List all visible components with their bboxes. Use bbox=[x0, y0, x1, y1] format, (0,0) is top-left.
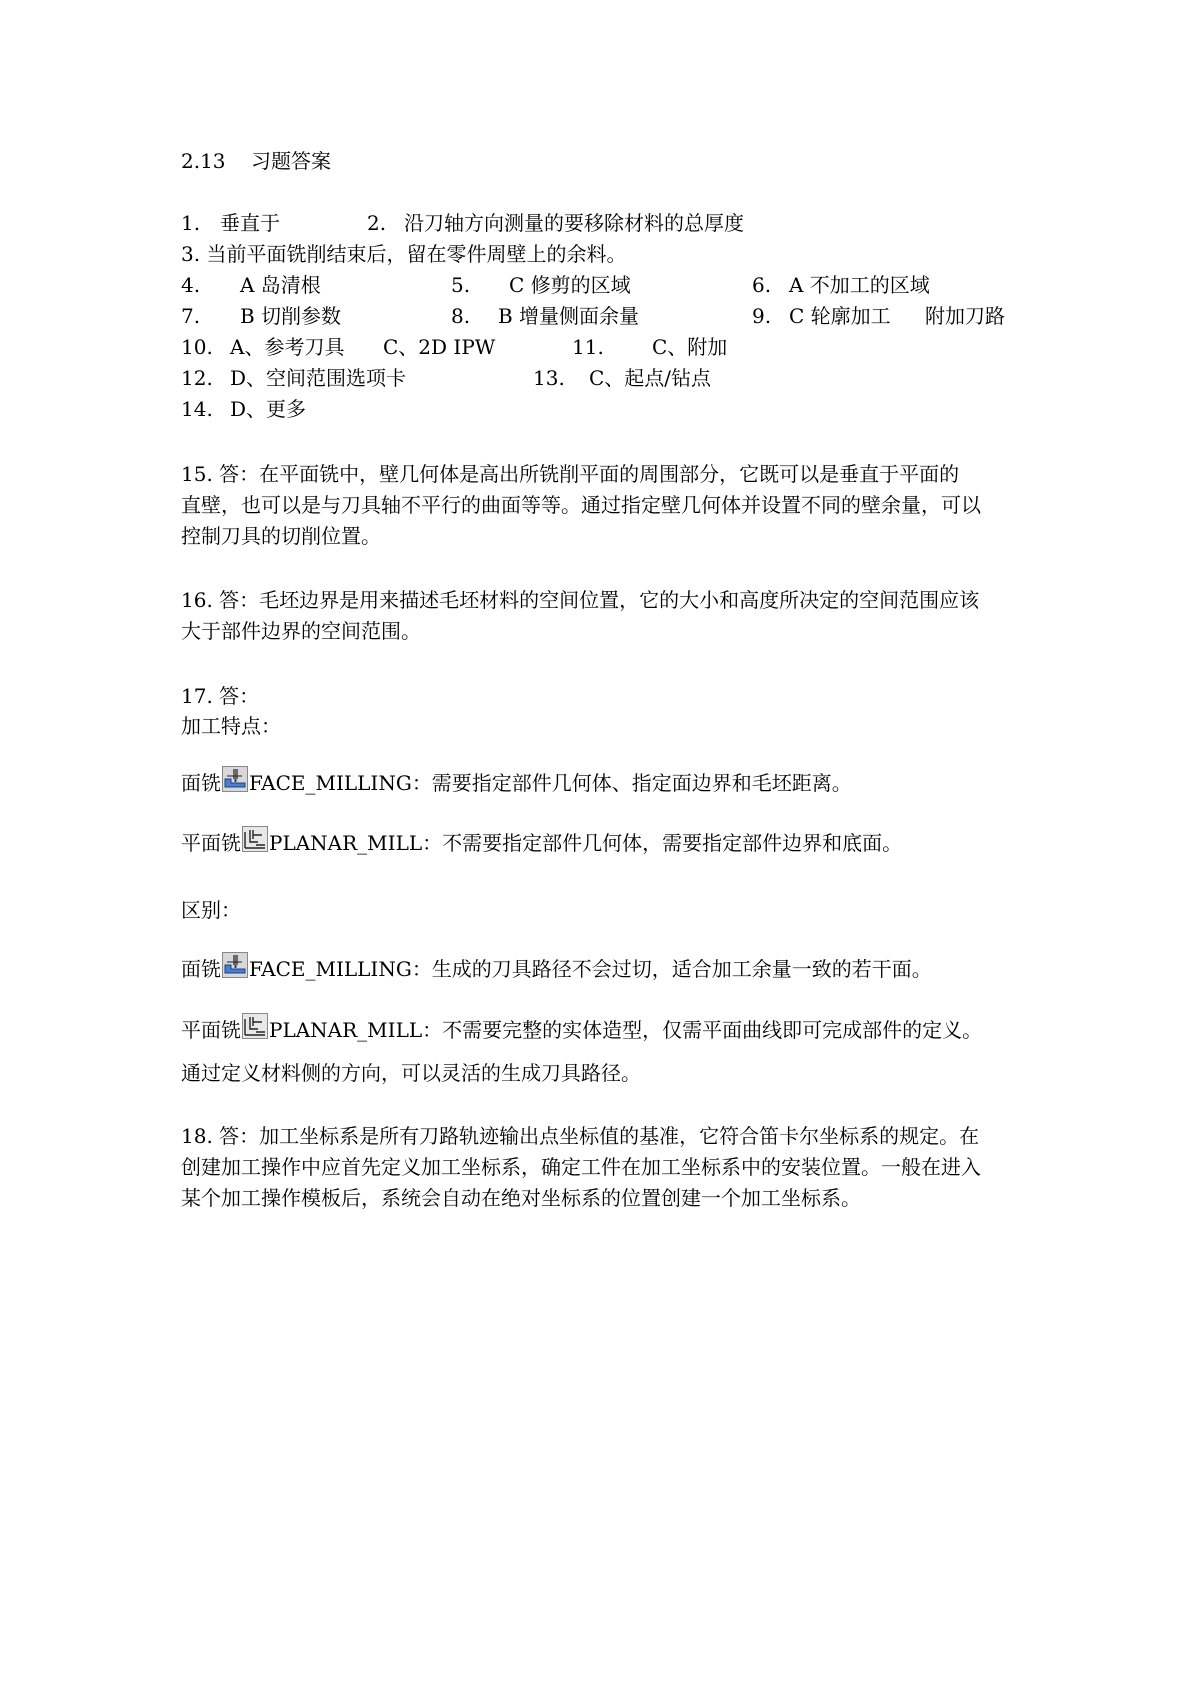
answer-2-text: 沿刀轴方向测量的要移除材料的总厚度 bbox=[404, 211, 744, 235]
section-title: 习题答案 bbox=[250, 149, 331, 173]
feature-face-name: FACE_MILLING bbox=[249, 771, 412, 795]
feature-planar-name: PLANAR_MILL bbox=[269, 831, 423, 855]
answer-4-number: 4. bbox=[181, 273, 201, 297]
difference-note: 通过定义材料侧的方向，可以灵活的生成刀具路径。 bbox=[181, 1061, 641, 1085]
difference-face-prefix: 面铣 bbox=[181, 957, 221, 981]
feature-planar-text: ：不需要指定部件几何体，需要指定部件边界和底面。 bbox=[422, 831, 903, 855]
answer-16-line-2: 大于部件边界的空间范围。 bbox=[181, 619, 421, 643]
answer-11-text: C、附加 bbox=[652, 335, 728, 359]
answer-18-line-1: 18. 答：加工坐标系是所有刀路轨迹输出点坐标值的基准，它符合笛卡尔坐标系的规定。在 bbox=[181, 1124, 980, 1148]
answer-14-text: D、更多 bbox=[230, 397, 307, 421]
answer-15-line-2: 直壁，也可以是与刀具轴不平行的曲面等等。通过指定壁几何体并设置不同的壁余量，可以 bbox=[181, 493, 981, 517]
features-label: 加工特点： bbox=[181, 714, 281, 738]
answer-5-text: C 修剪的区域 bbox=[509, 273, 631, 297]
answer-12-text: D、空间范围选项卡 bbox=[230, 366, 407, 390]
answer-5-number: 5. bbox=[451, 273, 471, 297]
answer-8-text: B 增量侧面余量 bbox=[498, 304, 640, 328]
feature-planar-prefix: 平面铣 bbox=[181, 831, 241, 855]
answer-13-number: 13. bbox=[533, 366, 565, 390]
answer-10-text-a: A、参考刀具 bbox=[230, 335, 345, 359]
answer-16-paragraph bbox=[181, 585, 1021, 647]
answer-9-number: 9. bbox=[752, 304, 772, 328]
answer-18-line-3: 某个加工操作模板后，系统会自动在绝对坐标系的位置创建一个加工坐标系。 bbox=[181, 1186, 861, 1210]
answer-6-number: 6. bbox=[752, 273, 772, 297]
answer-2-number: 2. bbox=[367, 211, 387, 235]
difference-planar-mill bbox=[181, 1013, 982, 1045]
feature-face-text: ：需要指定部件几何体、指定面边界和毛坯距离。 bbox=[411, 771, 852, 795]
difference-planar-name: PLANAR_MILL bbox=[269, 1018, 423, 1042]
answer-9-text: C 轮廓加工 bbox=[789, 304, 891, 328]
feature-face-prefix: 面铣 bbox=[181, 771, 221, 795]
face-milling-icon bbox=[222, 952, 248, 978]
answer-17-head: 17. 答： bbox=[181, 684, 260, 708]
answer-15-paragraph bbox=[181, 459, 1021, 552]
answer-10-text-b: C、2D IPW bbox=[383, 335, 496, 359]
answer-10-number: 10. bbox=[181, 335, 213, 359]
answer-6-text: A 不加工的区域 bbox=[789, 273, 930, 297]
planar-mill-icon bbox=[242, 826, 268, 852]
feature-planar-mill bbox=[181, 826, 902, 858]
feature-face-milling bbox=[181, 766, 852, 798]
answer-18-paragraph bbox=[181, 1121, 1021, 1214]
answer-9-extra: 附加刀路 bbox=[925, 304, 1005, 328]
difference-planar-prefix: 平面铣 bbox=[181, 1018, 241, 1042]
difference-face-milling bbox=[181, 952, 932, 984]
face-milling-icon bbox=[222, 766, 248, 792]
difference-face-name: FACE_MILLING bbox=[249, 957, 412, 981]
answer-13-text: C、起点/钻点 bbox=[589, 366, 712, 390]
difference-label: 区别： bbox=[181, 898, 241, 922]
difference-face-text: ：生成的刀具路径不会过切，适合加工余量一致的若干面。 bbox=[411, 957, 932, 981]
answer-1-number: 1. bbox=[181, 211, 201, 235]
answer-7-text: B 切削参数 bbox=[240, 304, 342, 328]
answer-3-text: 3. 当前平面铣削结束后，留在零件周壁上的余料。 bbox=[181, 242, 627, 266]
section-number: 2.13 bbox=[181, 149, 226, 173]
answer-18-line-2: 创建加工操作中应首先定义加工坐标系，确定工件在加工坐标系中的安装位置。一般在进入 bbox=[181, 1155, 981, 1179]
difference-planar-text: ：不需要完整的实体造型，仅需平面曲线即可完成部件的定义。 bbox=[422, 1018, 983, 1042]
answer-8-number: 8. bbox=[451, 304, 471, 328]
answer-14-number: 14. bbox=[181, 397, 213, 421]
answer-15-line-1: 15. 答：在平面铣中，壁几何体是高出所铣削平面的周围部分，它既可以是垂直于平面的 bbox=[181, 462, 960, 486]
answer-16-line-1: 16. 答：毛坯边界是用来描述毛坯材料的空间位置，它的大小和高度所决定的空间范围应该 bbox=[181, 588, 980, 612]
answer-12-number: 12. bbox=[181, 366, 213, 390]
section-heading bbox=[181, 146, 331, 176]
answer-7-number: 7. bbox=[181, 304, 201, 328]
answer-4-text: A 岛清根 bbox=[240, 273, 321, 297]
planar-mill-icon bbox=[242, 1013, 268, 1039]
answer-11-number: 11. bbox=[572, 335, 604, 359]
answer-1-text: 垂直于 bbox=[220, 211, 280, 235]
answer-15-line-3: 控制刀具的切削位置。 bbox=[181, 524, 381, 548]
